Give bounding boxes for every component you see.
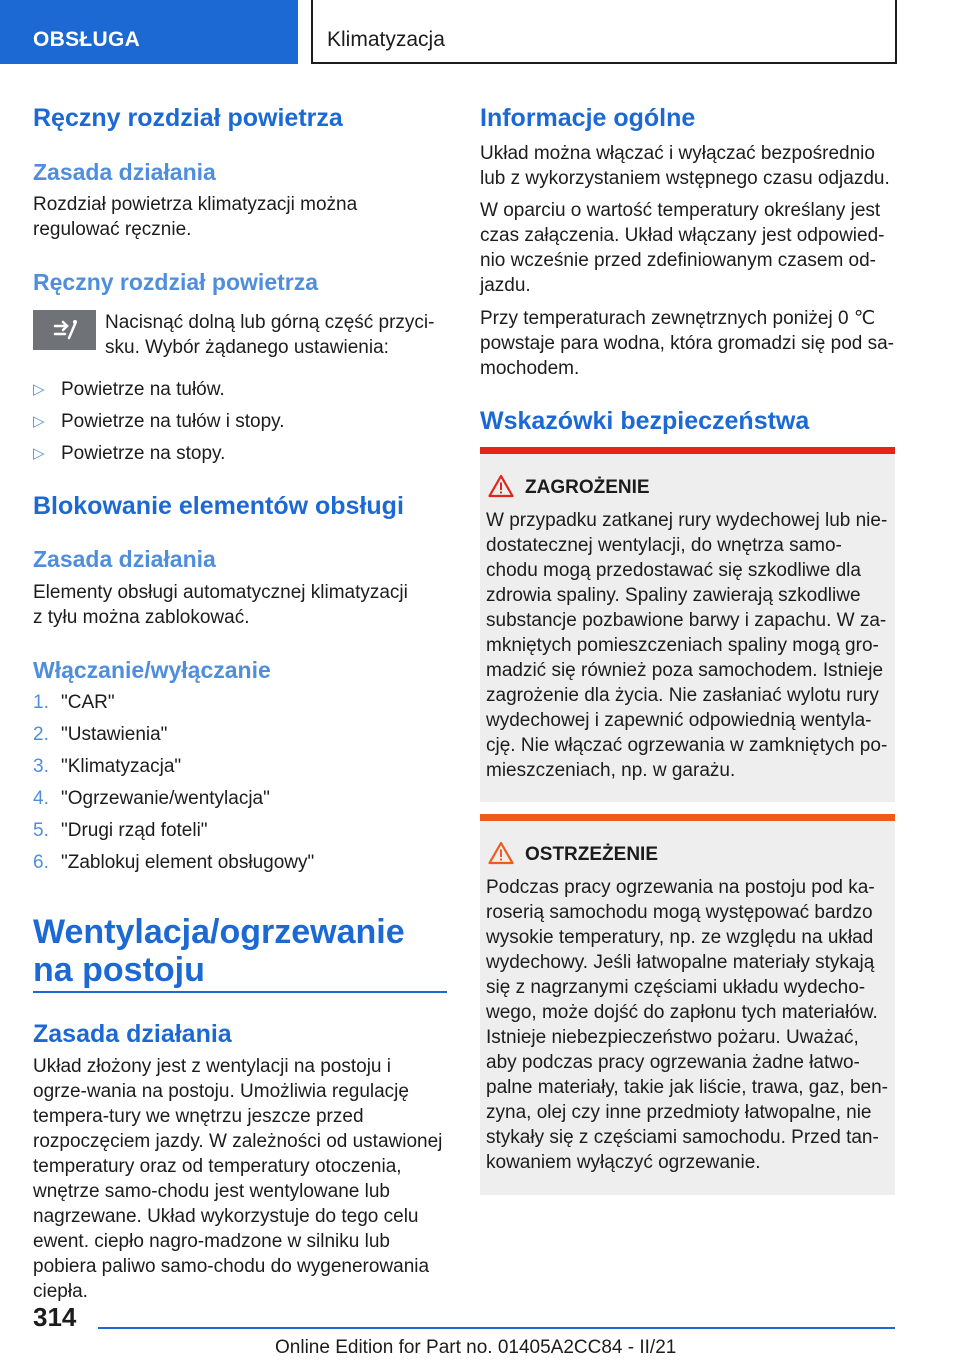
danger-title: ZAGROŻENIE (525, 477, 650, 498)
heading-safety: Wskazówki bezpieczeństwa (480, 407, 810, 435)
page-number: 314 (33, 1302, 77, 1332)
heading-principle-2: Zasada działania (33, 546, 216, 572)
danger-bar (480, 447, 895, 454)
heading-lock-controls: Blokowanie elementów obsługi (33, 492, 404, 520)
heading-principle-3: Zasada działania (33, 1020, 232, 1048)
warning-bar (480, 814, 895, 821)
warning-triangle-icon (488, 841, 514, 865)
text-principle-1: Rozdział powietrza klimatyzacji można regulować ręcznie. (33, 194, 358, 240)
warning-title: OSTRZEŻENIE (525, 844, 659, 865)
heading-manual-distribution: Ręczny rozdział powietrza (33, 104, 343, 132)
triangle-bullet-icon: ▷ (33, 381, 45, 398)
text-info-1: Układ można włączać i wyłączać bezpośrednio lub z wykorzystaniem wstępnego czasu odjazdu. (480, 143, 890, 189)
chapter-tab (311, 0, 897, 64)
air-distribution-button-icon (33, 310, 96, 350)
text-manual-distribution: Nacisnąć dolną lub górną część przyci-sku. Wybór żądanego ustawienia: (105, 312, 435, 358)
heading-manual-distribution-sub: Ręczny rozdział powietrza (33, 269, 319, 295)
section-label: OBSŁUGA (33, 28, 141, 51)
danger-text: W przypadku zatkanej rury wydechowej lub nie-dostatecznej wentylacji, do wnętrza samo-chodu mogą przedostawać się szkodliwe dla zdrowia spaliny. Spaliny zawierają szkodliwe substancje pozbawione barwy i zapachu. W za-mkniętych pomieszczeniach spaliny mogą gro-madzić się również poza samochodem. Istnieje zagrożenie dla życia. Nie zasłaniać wylotu rury wydechowej i zapewnić odpowiednią wentyla-cję. Nie włączać ogrzewania w zamkniętych po-mieszczeniach, np. w garażu. (486, 510, 888, 781)
footer-edition: Online Edition for Part no. 01405A2CC84 - II/21 (275, 1337, 677, 1358)
text-info-2: W oparciu o wartość temperatury określany jest czas załączenia. Układ włączany jest odpowied-nio wcześnie przed zdefiniowanym czasem od-jazdu. (480, 200, 885, 296)
warning-text: Podczas pracy ogrzewania na postoju pod ka-roserią samochodu mogą występować bardzo wysokie temperatury, np. ze względu na układ wydechowy. Jeśli łatwopalne materiały stykają się z nagrzanymi częściami układu wydecho-wego, może dojść do zapłonu tych materiałów. Istnieje niebezpieczeństwo pożaru. Uważać, aby podczas pracy ogrzewania żadne łatwo-palne materiały, takie jak liście, trawa, gaz, ben-zyna, olej czy inne przedmioty łatwopalne, nie stykały się z częściami samochodu. Przed tan-kowaniem wyłączyć ogrzewanie. (486, 877, 888, 1173)
triangle-bullet-icon: ▷ (33, 445, 45, 462)
section-divider (33, 991, 447, 993)
triangle-bullet-icon: ▷ (33, 413, 45, 430)
heading-parking-heater: Wentylacja/ogrzewanie na postoju (33, 913, 405, 989)
text-principle-3: Układ złożony jest z wentylacji na postoju i ogrze-wania na postoju. Umożliwia regulację tempera-tury we wnętrzu jeszcze przed rozpoczęciem jazdy. W zależności od ustawionej temperatury oraz od temperatury otoczenia, wnętrze samo-chodu jest wentylowane lub nagrzewane. Układ wykorzystuje do tego celu ewent. ciepło nagro-madzone w silniku lub pobiera paliwo samo-chodu do wygenerowania ciepła. (33, 1056, 443, 1302)
warning-box (480, 814, 895, 1195)
section-tab (0, 0, 298, 64)
danger-triangle-icon (488, 474, 514, 498)
chapter-label: Klimatyzacja (327, 28, 445, 51)
footer-divider (98, 1327, 895, 1329)
danger-box (480, 447, 895, 802)
heading-on-off: Włączanie/wyłączanie (33, 657, 271, 683)
heading-general-info: Informacje ogólne (480, 104, 696, 132)
text-info-3: Przy temperaturach zewnętrznych poniżej 0 ℃ powstaje para wodna, która gromadzi się pod sa-mochodem. (480, 308, 895, 379)
text-principle-2: Elementy obsługi automatycznej klimatyzacji z tyłu można zablokować. (33, 582, 408, 628)
heading-principle-1: Zasada działania (33, 159, 216, 185)
